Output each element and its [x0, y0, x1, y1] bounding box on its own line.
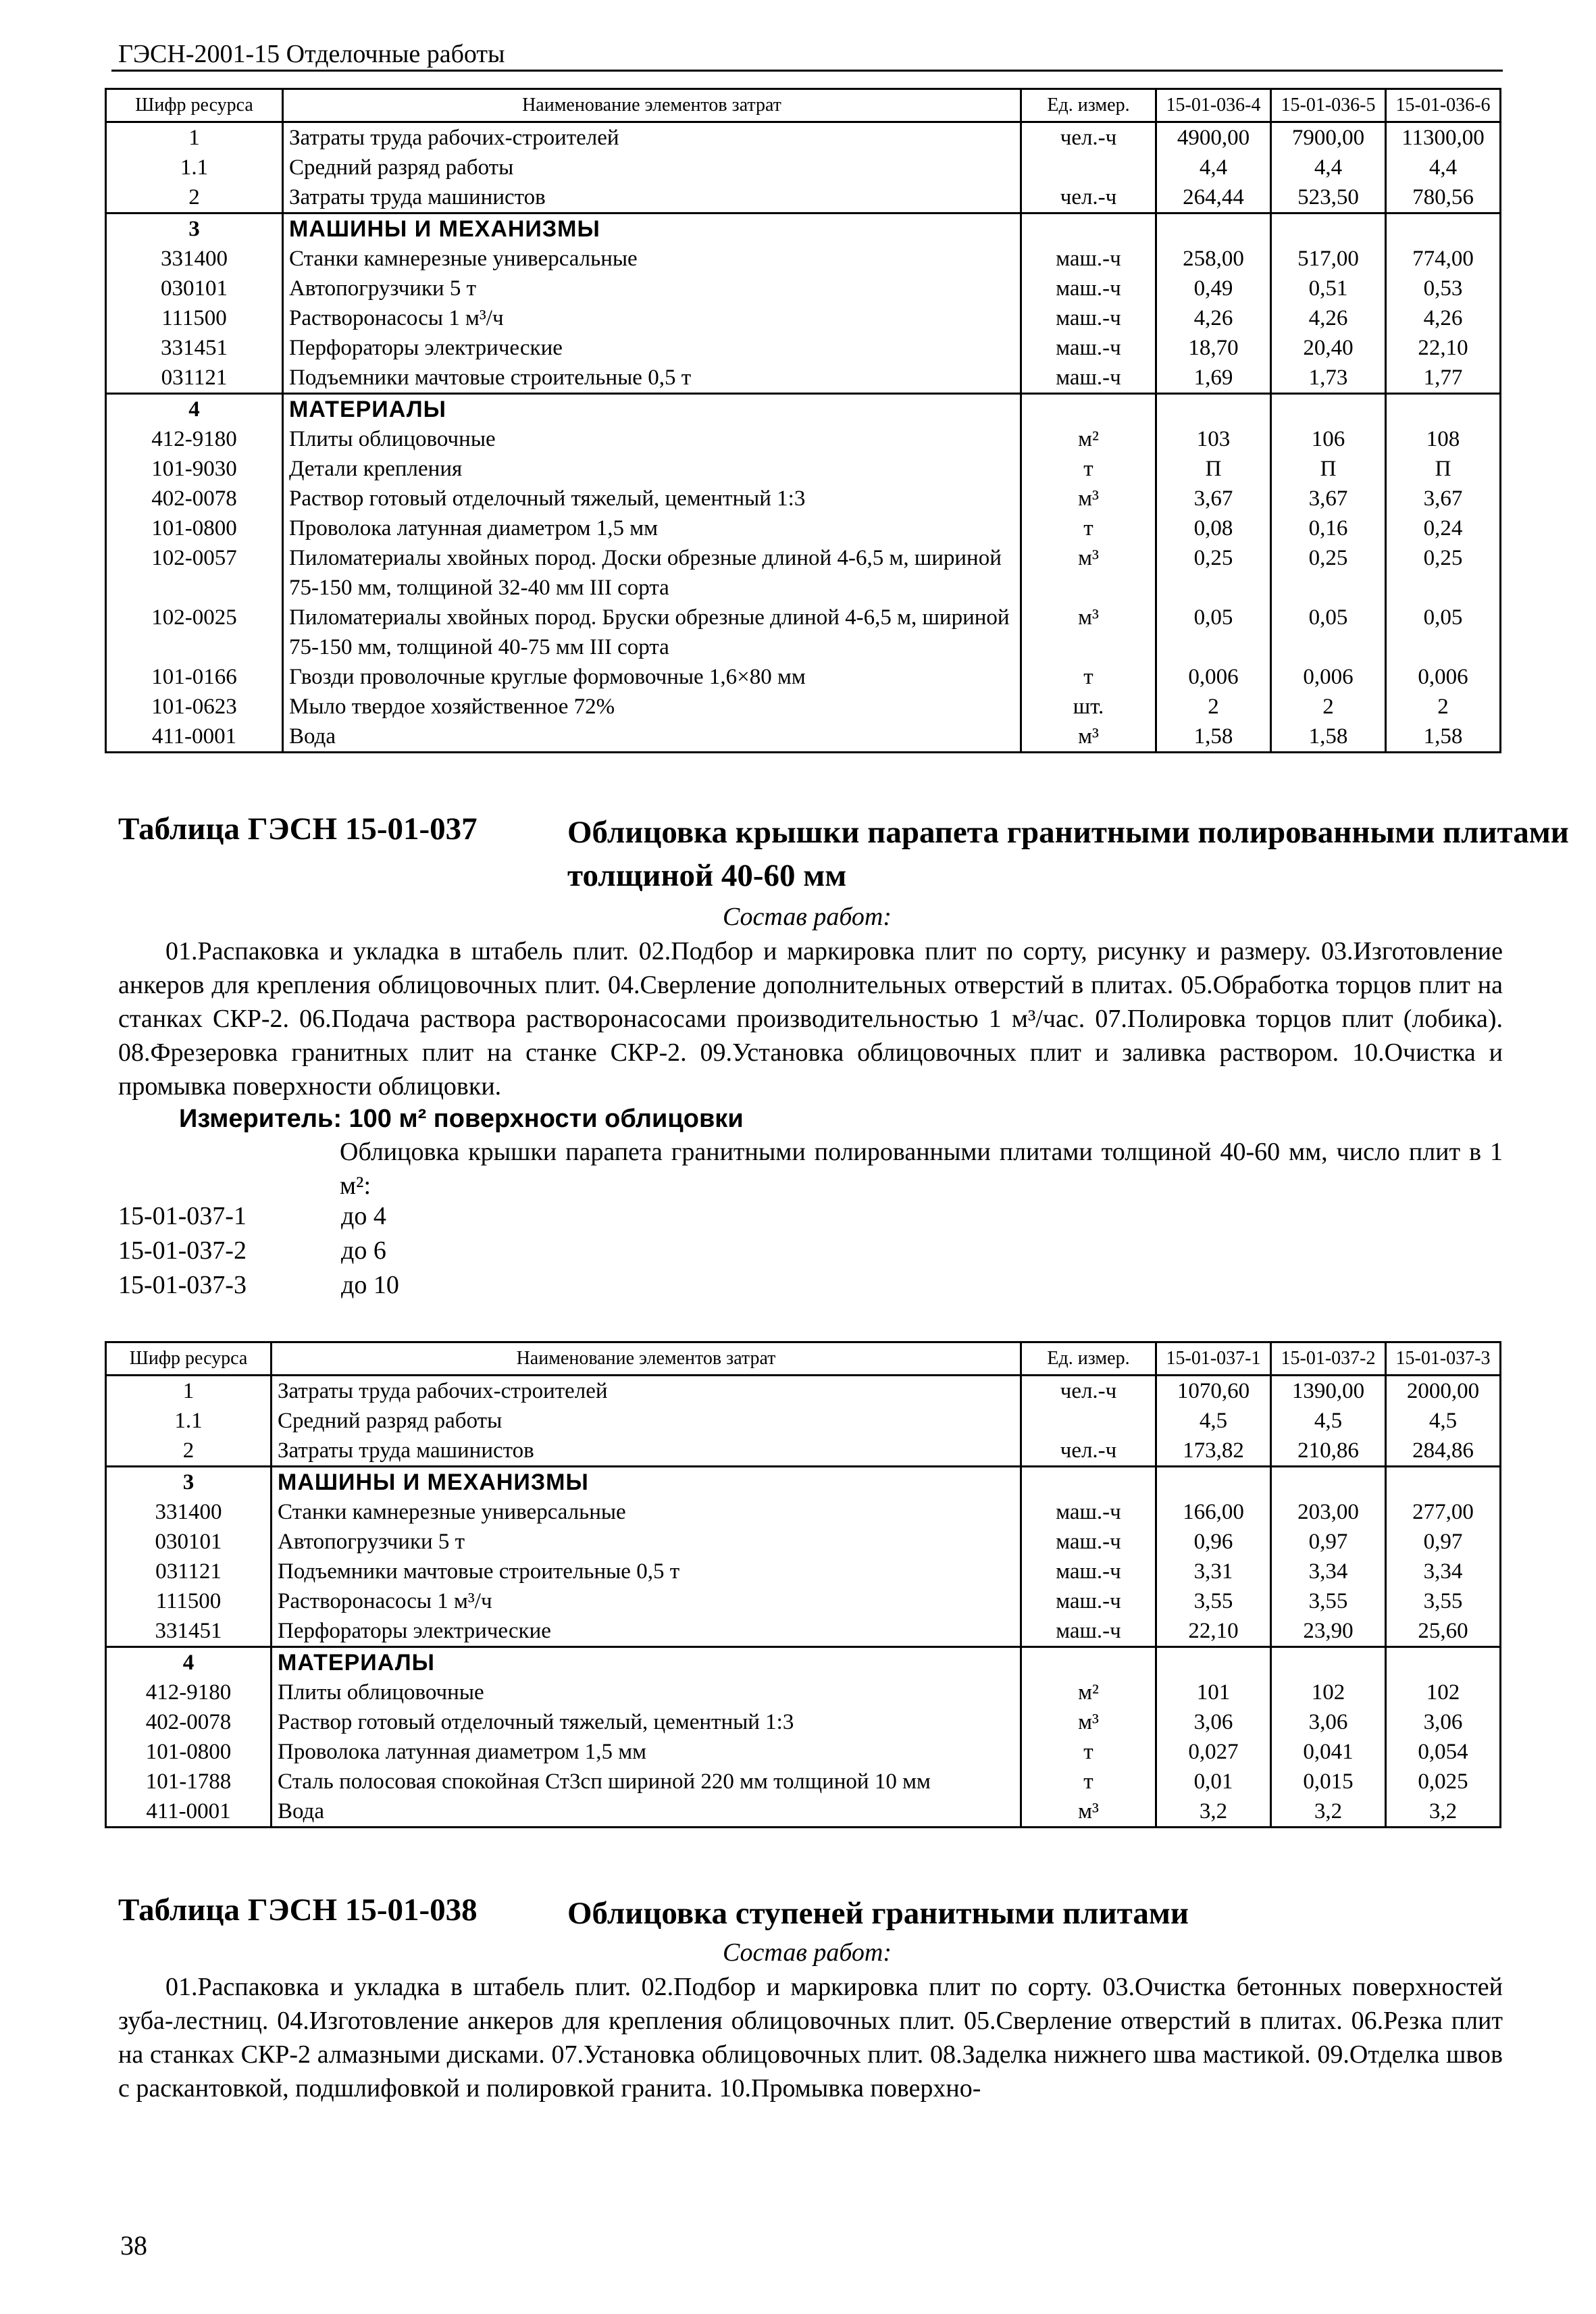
norm-value: [1386, 1647, 1501, 1678]
norm-value: 1070,60: [1156, 1376, 1271, 1407]
resource-code: 331451: [106, 333, 283, 363]
resource-name: МАШИНЫ И МЕХАНИЗМЫ: [283, 213, 1021, 245]
col-header-name: Наименование элементов затрат: [272, 1342, 1021, 1376]
norm-value: 102: [1386, 1678, 1501, 1707]
resource-code: 1.1: [106, 153, 283, 182]
table-row: [106, 274, 1501, 303]
header-rule: [111, 70, 1503, 72]
table-row: [106, 1467, 1501, 1498]
resource-unit: т: [1021, 454, 1156, 484]
norm-value: 1,58: [1156, 722, 1271, 753]
resource-code: 2: [106, 182, 283, 213]
col-header-norm: 15-01-037-3: [1386, 1342, 1501, 1376]
norm-value: 22,10: [1156, 1616, 1271, 1647]
meter-line: Измеритель: 100 м² поверхности облицовки: [179, 1105, 744, 1133]
resource-table-037: [105, 1341, 1501, 1828]
norm-value: 3,55: [1386, 1586, 1501, 1616]
table-row: [106, 1678, 1501, 1707]
resource-name: Растворонасосы 1 м³/ч: [283, 303, 1021, 333]
norm-value: 11300,00: [1386, 122, 1501, 153]
norm-value: 2000,00: [1386, 1376, 1501, 1407]
norm-value: [1156, 394, 1271, 425]
resource-name: Мыло твердое хозяйственное 72%: [283, 692, 1021, 722]
norm-value: 0,49: [1156, 274, 1271, 303]
position-item: [118, 1270, 399, 1300]
resource-name: Вода: [283, 722, 1021, 753]
norm-value: 4,5: [1271, 1406, 1386, 1436]
table-title: Облицовка ступеней гранитными плитами: [567, 1896, 1189, 1931]
resource-unit: чел.-ч: [1021, 122, 1156, 153]
table-row: [106, 424, 1501, 454]
norm-value: 0,25: [1271, 543, 1386, 603]
col-header-norm: 15-01-036-4: [1156, 89, 1271, 122]
resource-name: Раствор готовый отделочный тяжелый, цементный 1:3: [272, 1707, 1021, 1737]
position-item: [118, 1236, 386, 1265]
norm-value: 1,58: [1386, 722, 1501, 753]
norm-value: 0,025: [1386, 1767, 1501, 1796]
norm-value: 3,2: [1386, 1796, 1501, 1828]
resource-unit: м³: [1021, 603, 1156, 662]
norm-value: 284,86: [1386, 1436, 1501, 1467]
resource-name: МАТЕРИАЛЫ: [283, 394, 1021, 425]
table-row: [106, 1527, 1501, 1557]
norm-value: 3,67: [1386, 484, 1501, 513]
resource-unit: чел.-ч: [1021, 182, 1156, 213]
resource-code: 402-0078: [106, 484, 283, 513]
norm-value: [1386, 213, 1501, 245]
table-title: Облицовка крышки парапета гранитными полированными плитами толщиной 40-60 мм: [567, 815, 1569, 893]
resource-unit: т: [1021, 662, 1156, 692]
col-header-name: Наименование элементов затрат: [283, 89, 1021, 122]
norm-value: 0,015: [1271, 1767, 1386, 1796]
norm-value: 0,006: [1156, 662, 1271, 692]
resource-name: Подъемники мачтовые строительные 0,5 т: [272, 1557, 1021, 1586]
table-number: Таблица ГЭСН 15-01-038: [118, 1892, 478, 1928]
resource-code: 1: [106, 1376, 272, 1407]
resource-unit: [1021, 1406, 1156, 1436]
resource-unit: т: [1021, 1767, 1156, 1796]
table-row: [106, 543, 1501, 603]
resource-name: Проволока латунная диаметром 1,5 мм: [283, 513, 1021, 543]
norm-value: 277,00: [1386, 1497, 1501, 1527]
resource-code: 2: [106, 1436, 272, 1467]
norm-value: 0,05: [1271, 603, 1386, 662]
resource-name: Средний разряд работы: [272, 1406, 1021, 1436]
resource-unit: м³: [1021, 722, 1156, 753]
resource-unit: [1021, 394, 1156, 425]
norm-value: 3,06: [1156, 1707, 1271, 1737]
resource-name: МАТЕРИАЛЫ: [272, 1647, 1021, 1678]
norm-value: 102: [1271, 1678, 1386, 1707]
norm-value: 18,70: [1156, 333, 1271, 363]
resource-unit: шт.: [1021, 692, 1156, 722]
table-row: [106, 1647, 1501, 1678]
norm-value: 3,2: [1271, 1796, 1386, 1828]
resource-name: Пиломатериалы хвойных пород. Бруски обрезные длиной 4-6,5 м, шириной 75-150 мм, толщиной 40-75 мм III сорта: [283, 603, 1021, 662]
table-row: [106, 1376, 1501, 1407]
resource-code: 030101: [106, 274, 283, 303]
norm-value: 0,97: [1271, 1527, 1386, 1557]
norm-value: 173,82: [1156, 1436, 1271, 1467]
norm-value: 101: [1156, 1678, 1271, 1707]
resource-unit: м³: [1021, 543, 1156, 603]
position-code: 15-01-037-3: [118, 1271, 247, 1299]
resource-unit: чел.-ч: [1021, 1376, 1156, 1407]
table-row: [106, 244, 1501, 274]
norm-value: [1271, 1647, 1386, 1678]
resource-code: 402-0078: [106, 1707, 272, 1737]
norm-value: П: [1386, 454, 1501, 484]
table-row: [106, 1586, 1501, 1616]
resource-code: 031121: [106, 363, 283, 394]
resource-name: Подъемники мачтовые строительные 0,5 т: [283, 363, 1021, 394]
resource-name: Станки камнерезные универсальные: [272, 1497, 1021, 1527]
resource-unit: [1021, 153, 1156, 182]
resource-name: Плиты облицовочные: [283, 424, 1021, 454]
norm-value: П: [1156, 454, 1271, 484]
resource-code: 111500: [106, 303, 283, 333]
resource-name: Затраты труда рабочих-строителей: [283, 122, 1021, 153]
resource-name: Растворонасосы 1 м³/ч: [272, 1586, 1021, 1616]
norm-value: 774,00: [1386, 244, 1501, 274]
norm-value: 203,00: [1271, 1497, 1386, 1527]
norm-value: 3,67: [1156, 484, 1271, 513]
col-header-code: Шифр ресурса: [106, 89, 283, 122]
resource-unit: маш.-ч: [1021, 303, 1156, 333]
norm-value: 210,86: [1271, 1436, 1386, 1467]
norm-value: 0,027: [1156, 1737, 1271, 1767]
resource-unit: м²: [1021, 1678, 1156, 1707]
resource-code: 111500: [106, 1586, 272, 1616]
col-header-norm: 15-01-036-6: [1386, 89, 1501, 122]
resource-code: 101-0623: [106, 692, 283, 722]
norm-value: 3,55: [1271, 1586, 1386, 1616]
norm-value: 2: [1271, 692, 1386, 722]
resource-code: 4: [106, 394, 283, 425]
resource-name: Проволока латунная диаметром 1,5 мм: [272, 1737, 1021, 1767]
resource-name: Затраты труда рабочих-строителей: [272, 1376, 1021, 1407]
resource-code: 101-0800: [106, 513, 283, 543]
resource-name: Пиломатериалы хвойных пород. Доски обрезные длиной 4-6,5 м, шириной 75-150 мм, толщиной 32-40 мм III сорта: [283, 543, 1021, 603]
position-text: до 4: [341, 1202, 386, 1230]
resource-name: Средний разряд работы: [283, 153, 1021, 182]
norm-value: 166,00: [1156, 1497, 1271, 1527]
norm-value: 0,05: [1386, 603, 1501, 662]
resource-code: 101-1788: [106, 1767, 272, 1796]
norm-value: [1271, 1467, 1386, 1498]
resource-code: 031121: [106, 1557, 272, 1586]
norm-value: 3,06: [1271, 1707, 1386, 1737]
resource-code: 411-0001: [106, 1796, 272, 1828]
resource-name: Автопогрузчики 5 т: [283, 274, 1021, 303]
norm-value: 523,50: [1271, 182, 1386, 213]
table-row: [106, 182, 1501, 213]
table-row: [106, 1406, 1501, 1436]
norm-value: 1,69: [1156, 363, 1271, 394]
table-row: [106, 1796, 1501, 1828]
resource-unit: т: [1021, 1737, 1156, 1767]
table-header-row: [106, 89, 1501, 122]
norm-value: 4,5: [1156, 1406, 1271, 1436]
resource-code: 1.1: [106, 1406, 272, 1436]
norm-value: [1156, 1467, 1271, 1498]
norm-value: [1271, 394, 1386, 425]
page-number: 38: [120, 2230, 147, 2261]
norm-value: 0,16: [1271, 513, 1386, 543]
composition-label: Состав работ:: [722, 1938, 892, 1967]
running-head: ГЭСН-2001-15 Отделочные работы: [118, 40, 505, 68]
resource-unit: м³: [1021, 1796, 1156, 1828]
norm-value: [1156, 213, 1271, 245]
norm-value: 108: [1386, 424, 1501, 454]
norm-value: 103: [1156, 424, 1271, 454]
resource-name: Затраты труда машинистов: [283, 182, 1021, 213]
resource-unit: м³: [1021, 1707, 1156, 1737]
resource-unit: м²: [1021, 424, 1156, 454]
table-row: [106, 333, 1501, 363]
norm-value: 4,4: [1386, 153, 1501, 182]
resource-code: 411-0001: [106, 722, 283, 753]
table-row: [106, 153, 1501, 182]
table-row: [106, 1436, 1501, 1467]
resource-code: 102-0025: [106, 603, 283, 662]
resource-unit: чел.-ч: [1021, 1436, 1156, 1467]
norm-value: 2: [1156, 692, 1271, 722]
resource-name: Затраты труда машинистов: [272, 1436, 1021, 1467]
norm-value: 3,34: [1271, 1557, 1386, 1586]
norm-value: 20,40: [1271, 333, 1386, 363]
resource-code: 101-9030: [106, 454, 283, 484]
norm-value: 517,00: [1271, 244, 1386, 274]
norm-value: 780,56: [1386, 182, 1501, 213]
resource-code: 331451: [106, 1616, 272, 1647]
norm-value: 1,77: [1386, 363, 1501, 394]
position-item: [118, 1201, 386, 1231]
norm-value: 1,58: [1271, 722, 1386, 753]
table-row: [106, 1737, 1501, 1767]
norm-value: 0,01: [1156, 1767, 1271, 1796]
resource-code: 3: [106, 213, 283, 245]
norm-value: 4,26: [1386, 303, 1501, 333]
norm-value: 264,44: [1156, 182, 1271, 213]
resource-unit: маш.-ч: [1021, 333, 1156, 363]
table-row: [106, 1707, 1501, 1737]
resource-unit: маш.-ч: [1021, 1616, 1156, 1647]
norm-value: 0,24: [1386, 513, 1501, 543]
norm-value: 7900,00: [1271, 122, 1386, 153]
col-header-code: Шифр ресурса: [106, 1342, 272, 1376]
position-text: до 10: [341, 1271, 399, 1299]
norm-value: [1386, 394, 1501, 425]
col-header-norm: 15-01-037-1: [1156, 1342, 1271, 1376]
col-header-unit: Ед. измер.: [1021, 89, 1156, 122]
table-row: [106, 454, 1501, 484]
resource-code: 4: [106, 1647, 272, 1678]
resource-unit: маш.-ч: [1021, 1497, 1156, 1527]
norm-value: 0,25: [1386, 543, 1501, 603]
norm-value: 0,041: [1271, 1737, 1386, 1767]
norm-value: 2: [1386, 692, 1501, 722]
norm-value: 3,34: [1386, 1557, 1501, 1586]
resource-code: 412-9180: [106, 1678, 272, 1707]
norm-value: 0,054: [1386, 1737, 1501, 1767]
table-row: [106, 122, 1501, 153]
resource-unit: маш.-ч: [1021, 363, 1156, 394]
resource-unit: маш.-ч: [1021, 1527, 1156, 1557]
resource-code: 101-0166: [106, 662, 283, 692]
resource-code: 102-0057: [106, 543, 283, 603]
table-body: [106, 122, 1501, 753]
table-header-row: [106, 1342, 1501, 1376]
norm-value: 4,26: [1156, 303, 1271, 333]
norm-value: 4,4: [1156, 153, 1271, 182]
norm-value: 3,67: [1271, 484, 1386, 513]
resource-name: Детали крепления: [283, 454, 1021, 484]
table-row: [106, 394, 1501, 425]
resource-name: МАШИНЫ И МЕХАНИЗМЫ: [272, 1467, 1021, 1498]
table-row: [106, 662, 1501, 692]
norm-value: 0,53: [1386, 274, 1501, 303]
col-header-norm: 15-01-037-2: [1271, 1342, 1386, 1376]
resource-code: 331400: [106, 1497, 272, 1527]
norm-value: 106: [1271, 424, 1386, 454]
composition-text: 01.Распаковка и укладка в штабель плит. 02.Подбор и маркировка плит по сорту. 03.Очистка бетонных поверхностей зуба-лестниц. 04.Изготовление анкеров для крепления облицовочных плит. 05.Сверление отверстий в плитах. 06.Резка плит на станках СКР-2 алмазными дисками. 07.Установка облицовочных плит. 08.Заделка нижнего шва мастикой. 09.Отделка швов с раскантовкой, подшлифовкой и полировкой гранита. 10.Промывка поверхно-: [118, 1973, 1503, 2103]
norm-value: 3,31: [1156, 1557, 1271, 1586]
norm-value: П: [1271, 454, 1386, 484]
resource-name: Станки камнерезные универсальные: [283, 244, 1021, 274]
norm-value: 1390,00: [1271, 1376, 1386, 1407]
table-row: [106, 722, 1501, 753]
table-row: [106, 213, 1501, 245]
resource-code: 030101: [106, 1527, 272, 1557]
norm-value: 23,90: [1271, 1616, 1386, 1647]
table-row: [106, 513, 1501, 543]
composition-text: 01.Распаковка и укладка в штабель плит. 02.Подбор и маркировка плит по сорту, рисунку и размеру. 03.Изготовление анкеров для крепления облицовочных плит. 04.Сверление дополнительных отверстий в плитах. 05.Обработка торцов плит на станках СКР-2. 06.Подача раствора растворонасосами производительностью 1 м³/час. 07.Полировка торцов плит (лобика). 08.Фрезеровка гранитных плит на станке СКР-2. 09.Установка облицовочных плит и заливка раствором. 10.Очистка и промывка поверхности облицовки.: [118, 937, 1503, 1101]
resource-code: 3: [106, 1467, 272, 1498]
table-row: [106, 692, 1501, 722]
resource-unit: [1021, 213, 1156, 245]
resource-unit: [1021, 1467, 1156, 1498]
resource-table-036: [105, 88, 1501, 753]
norm-value: 258,00: [1156, 244, 1271, 274]
resource-name: Гвозди проволочные круглые формовочные 1,6×80 мм: [283, 662, 1021, 692]
resource-name: Вода: [272, 1796, 1021, 1828]
norm-value: 0,006: [1271, 662, 1386, 692]
norm-value: 3,55: [1156, 1586, 1271, 1616]
resource-name: Автопогрузчики 5 т: [272, 1527, 1021, 1557]
resource-unit: маш.-ч: [1021, 274, 1156, 303]
resource-code: 412-9180: [106, 424, 283, 454]
table-row: [106, 1557, 1501, 1586]
resource-unit: [1021, 1647, 1156, 1678]
resource-unit: маш.-ч: [1021, 244, 1156, 274]
col-header-norm: 15-01-036-5: [1271, 89, 1386, 122]
resource-code: 331400: [106, 244, 283, 274]
resource-name: Сталь полосовая спокойная Ст3сп шириной 220 мм толщиной 10 мм: [272, 1767, 1021, 1796]
norm-value: 0,96: [1156, 1527, 1271, 1557]
norm-value: 0,25: [1156, 543, 1271, 603]
norm-value: 4,26: [1271, 303, 1386, 333]
norm-value: [1271, 213, 1386, 245]
position-text: до 6: [341, 1236, 386, 1265]
norm-value: 0,08: [1156, 513, 1271, 543]
resource-unit: маш.-ч: [1021, 1586, 1156, 1616]
meter-description: Облицовка крышки парапета гранитными полированными плитами толщиной 40-60 мм, число плит в 1 м²:: [340, 1138, 1503, 1200]
resource-code: 101-0800: [106, 1737, 272, 1767]
norm-value: 0,97: [1386, 1527, 1501, 1557]
resource-name: Перфораторы электрические: [272, 1616, 1021, 1647]
table-row: [106, 1767, 1501, 1796]
norm-value: 4900,00: [1156, 122, 1271, 153]
table-row: [106, 363, 1501, 394]
composition-label: Состав работ:: [722, 903, 892, 931]
table-row: [106, 484, 1501, 513]
norm-value: 25,60: [1386, 1616, 1501, 1647]
norm-value: 4,5: [1386, 1406, 1501, 1436]
table-row: [106, 1497, 1501, 1527]
norm-value: [1156, 1647, 1271, 1678]
norm-value: 22,10: [1386, 333, 1501, 363]
col-header-unit: Ед. измер.: [1021, 1342, 1156, 1376]
resource-unit: т: [1021, 513, 1156, 543]
resource-code: 1: [106, 122, 283, 153]
norm-value: 0,51: [1271, 274, 1386, 303]
norm-value: [1386, 1467, 1501, 1498]
norm-value: 4,4: [1271, 153, 1386, 182]
norm-value: 1,73: [1271, 363, 1386, 394]
table-row: [106, 603, 1501, 662]
table-number: Таблица ГЭСН 15-01-037: [118, 811, 478, 847]
position-code: 15-01-037-2: [118, 1236, 247, 1265]
table-body: [106, 1376, 1501, 1828]
table-row: [106, 303, 1501, 333]
norm-value: 0,05: [1156, 603, 1271, 662]
resource-name: Перфораторы электрические: [283, 333, 1021, 363]
resource-unit: маш.-ч: [1021, 1557, 1156, 1586]
norm-value: 0,006: [1386, 662, 1501, 692]
table-row: [106, 1616, 1501, 1647]
resource-name: Плиты облицовочные: [272, 1678, 1021, 1707]
resource-unit: м³: [1021, 484, 1156, 513]
position-code: 15-01-037-1: [118, 1202, 247, 1230]
norm-value: 3,06: [1386, 1707, 1501, 1737]
norm-value: 3,2: [1156, 1796, 1271, 1828]
resource-name: Раствор готовый отделочный тяжелый, цементный 1:3: [283, 484, 1021, 513]
